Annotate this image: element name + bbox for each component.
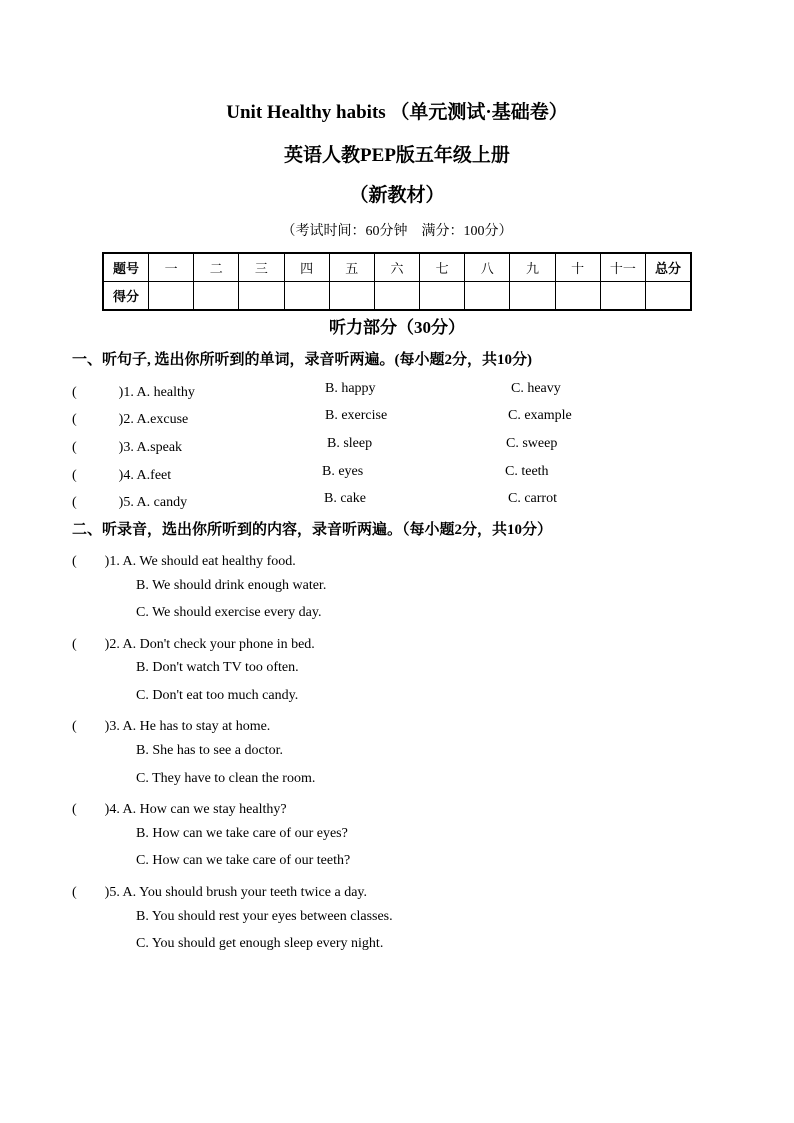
score-cell[interactable] — [149, 282, 194, 311]
part2-item-5-b: B. You should rest your eyes between classes. — [136, 909, 393, 924]
score-table-column: 三 — [239, 253, 284, 282]
score-cell[interactable] — [194, 282, 239, 311]
score-cell[interactable] — [374, 282, 419, 311]
score-table-row-label: 得分 — [103, 282, 149, 311]
part2-item-3-a: ( )3. A. He has to stay at home. — [72, 719, 271, 734]
score-table-column: 十 — [555, 253, 600, 282]
part2-item-4-c: C. How can we take care of our teeth? — [136, 853, 351, 868]
part1-item-3-a: ( )3. A.speak — [72, 440, 183, 455]
part2-item-4-a: ( )4. A. How can we stay healthy? — [72, 802, 287, 817]
part1-item-4-b: B. eyes — [322, 464, 364, 479]
part1-item-5-a: ( )5. A. candy — [72, 495, 188, 510]
part2-heading: 二、听录音，选出你所听到的内容，录音听两遍。（每小题2分，共10分） — [72, 522, 553, 538]
part1-item-1-b: B. happy — [325, 381, 376, 396]
score-cell[interactable] — [555, 282, 600, 311]
part1-item-2-c: C. example — [508, 408, 572, 423]
score-table-column: 二 — [194, 253, 239, 282]
part2-item-1-b: B. We should drink enough water. — [136, 578, 327, 593]
score-cell[interactable] — [510, 282, 555, 311]
score-cell[interactable] — [329, 282, 374, 311]
part2-item-5-c: C. You should get enough sleep every night. — [136, 936, 384, 951]
part2-item-3-c: C. They have to clean the room. — [136, 771, 316, 786]
score-table-header-row — [103, 253, 691, 282]
exam-info: （考试时间：60分钟 满分：100分） — [281, 224, 513, 239]
part2-item-1-a: ( )1. A. We should eat healthy food. — [72, 554, 296, 569]
score-table-column: 总分 — [646, 253, 692, 282]
part2-item-1-c: C. We should exercise every day. — [136, 605, 322, 620]
part1-item-2-b: B. exercise — [325, 408, 388, 423]
score-table — [102, 252, 692, 311]
score-table-column: 五 — [329, 253, 374, 282]
part2-item-2-a: ( )2. A. Don't check your phone in bed. — [72, 637, 315, 652]
part1-item-5-c: C. carrot — [508, 491, 557, 506]
score-table-score-row — [103, 282, 691, 311]
part2-item-4-b: B. How can we take care of our eyes? — [136, 826, 348, 841]
part1-item-4-a: ( )4. A.feet — [72, 468, 172, 483]
part1-item-4-c: C. teeth — [505, 464, 549, 479]
score-table-column: 一 — [149, 253, 194, 282]
score-table-row-label: 题号 — [103, 253, 149, 282]
score-cell[interactable] — [600, 282, 645, 311]
score-cell[interactable] — [465, 282, 510, 311]
page-title: Unit Healthy habits （单元测试·基础卷） — [226, 102, 568, 123]
score-table-column: 四 — [284, 253, 329, 282]
part2-item-2-b: B. Don't watch TV too often. — [136, 660, 299, 675]
score-cell[interactable] — [646, 282, 692, 311]
page-subtitle: 英语人教PEP版五年级上册 — [284, 145, 510, 166]
score-cell[interactable] — [420, 282, 465, 311]
score-table-column: 六 — [374, 253, 419, 282]
part2-item-3-b: B. She has to see a doctor. — [136, 743, 283, 758]
part1-item-1-a: ( )1. A. healthy — [72, 385, 195, 400]
part1-heading: 一、听句子, 选出你所听到的单词，录音听两遍。(每小题2分，共10分) — [72, 352, 532, 368]
part1-item-3-c: C. sweep — [506, 436, 558, 451]
score-table-column: 十一 — [600, 253, 645, 282]
score-table-column: 九 — [510, 253, 555, 282]
score-cell[interactable] — [284, 282, 329, 311]
part2-item-2-c: C. Don't eat too much candy. — [136, 688, 299, 703]
edition-label: （新教材） — [349, 185, 445, 206]
part2-item-5-a: ( )5. A. You should brush your teeth twice a day. — [72, 885, 368, 900]
score-table-column: 八 — [465, 253, 510, 282]
section-title: 听力部分（30分） — [329, 318, 465, 337]
score-table-column: 七 — [420, 253, 465, 282]
part1-item-5-b: B. cake — [324, 491, 366, 506]
part1-item-1-c: C. heavy — [511, 381, 561, 396]
part1-item-3-b: B. sleep — [327, 436, 373, 451]
part1-item-2-a: ( )2. A.excuse — [72, 412, 189, 427]
score-cell[interactable] — [239, 282, 284, 311]
